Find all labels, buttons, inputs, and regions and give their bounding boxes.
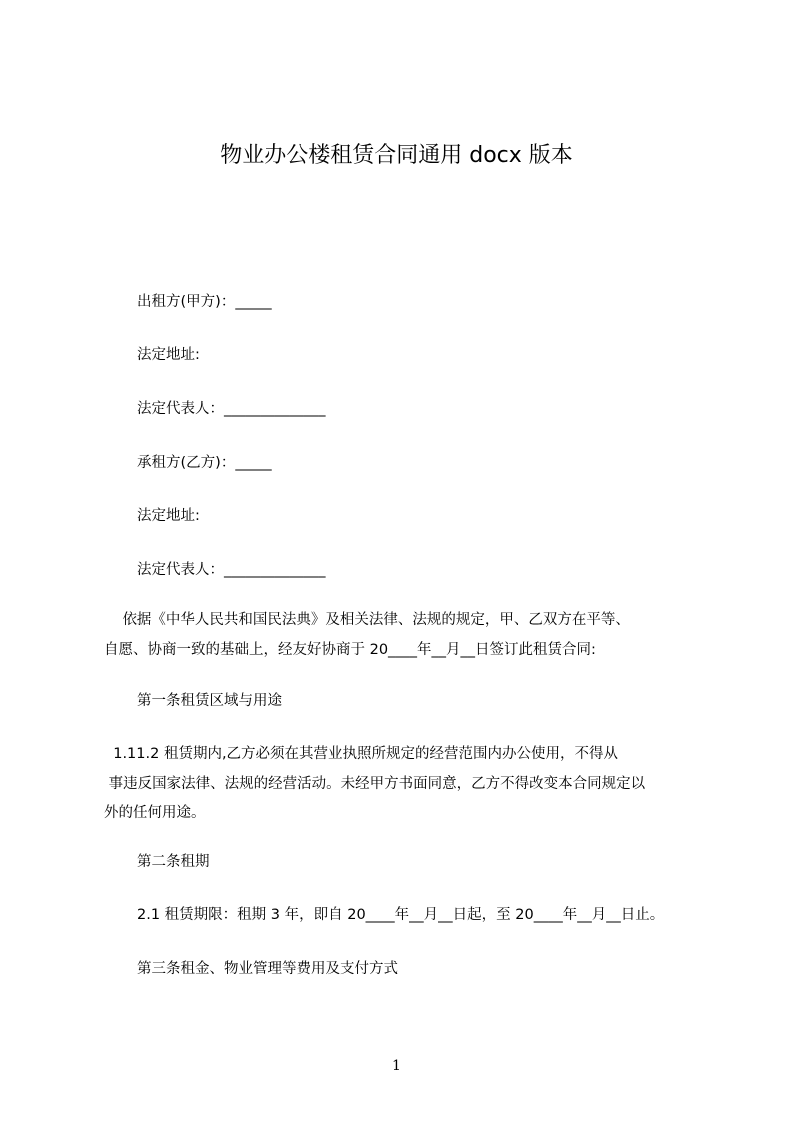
article-2-heading: 第二条租期 bbox=[137, 854, 210, 870]
lessor-line: 出租方(甲方)：_____ bbox=[137, 294, 272, 310]
lessee-address: 法定地址: bbox=[137, 508, 200, 524]
intro-paragraph-line-2: 自愿、协商一致的基础上，经友好协商于 20____年__月__日签订此租赁合同: bbox=[104, 642, 596, 658]
page-number: 1 bbox=[392, 1058, 401, 1074]
article-2-item: 2.1 租赁期限：租期 3 年，即自 20____年__月__日起，至 20____年__月__日止。 bbox=[137, 907, 665, 923]
article-1-text-line-1: 1.11.2 租赁期内,乙方必须在其营业执照所规定的经营范围内办公使用，不得从 bbox=[104, 746, 619, 762]
lessor-representative: 法定代表人：______________ bbox=[137, 401, 326, 417]
intro-paragraph-line-1: 依据《中华人民共和国民法典》及相关法律、法规的规定，甲、乙双方在平等、 bbox=[104, 612, 630, 628]
document-title: 物业办公楼租赁合同通用 docx 版本 bbox=[220, 143, 573, 168]
lessee-representative: 法定代表人：______________ bbox=[137, 562, 326, 578]
article-1-text-line-2: 事违反国家法律、法规的经营活动。未经甲方书面同意，乙方不得改变本合同规定以 bbox=[104, 776, 646, 792]
article-3-heading: 第三条租金、物业管理等费用及支付方式 bbox=[137, 961, 398, 977]
lessee-line: 承租方(乙方)：_____ bbox=[137, 455, 272, 471]
article-1-text-line-3: 外的任何用途。 bbox=[104, 805, 206, 821]
article-1-heading: 第一条租赁区域与用途 bbox=[137, 693, 282, 709]
lessor-address: 法定地址: bbox=[137, 347, 200, 363]
